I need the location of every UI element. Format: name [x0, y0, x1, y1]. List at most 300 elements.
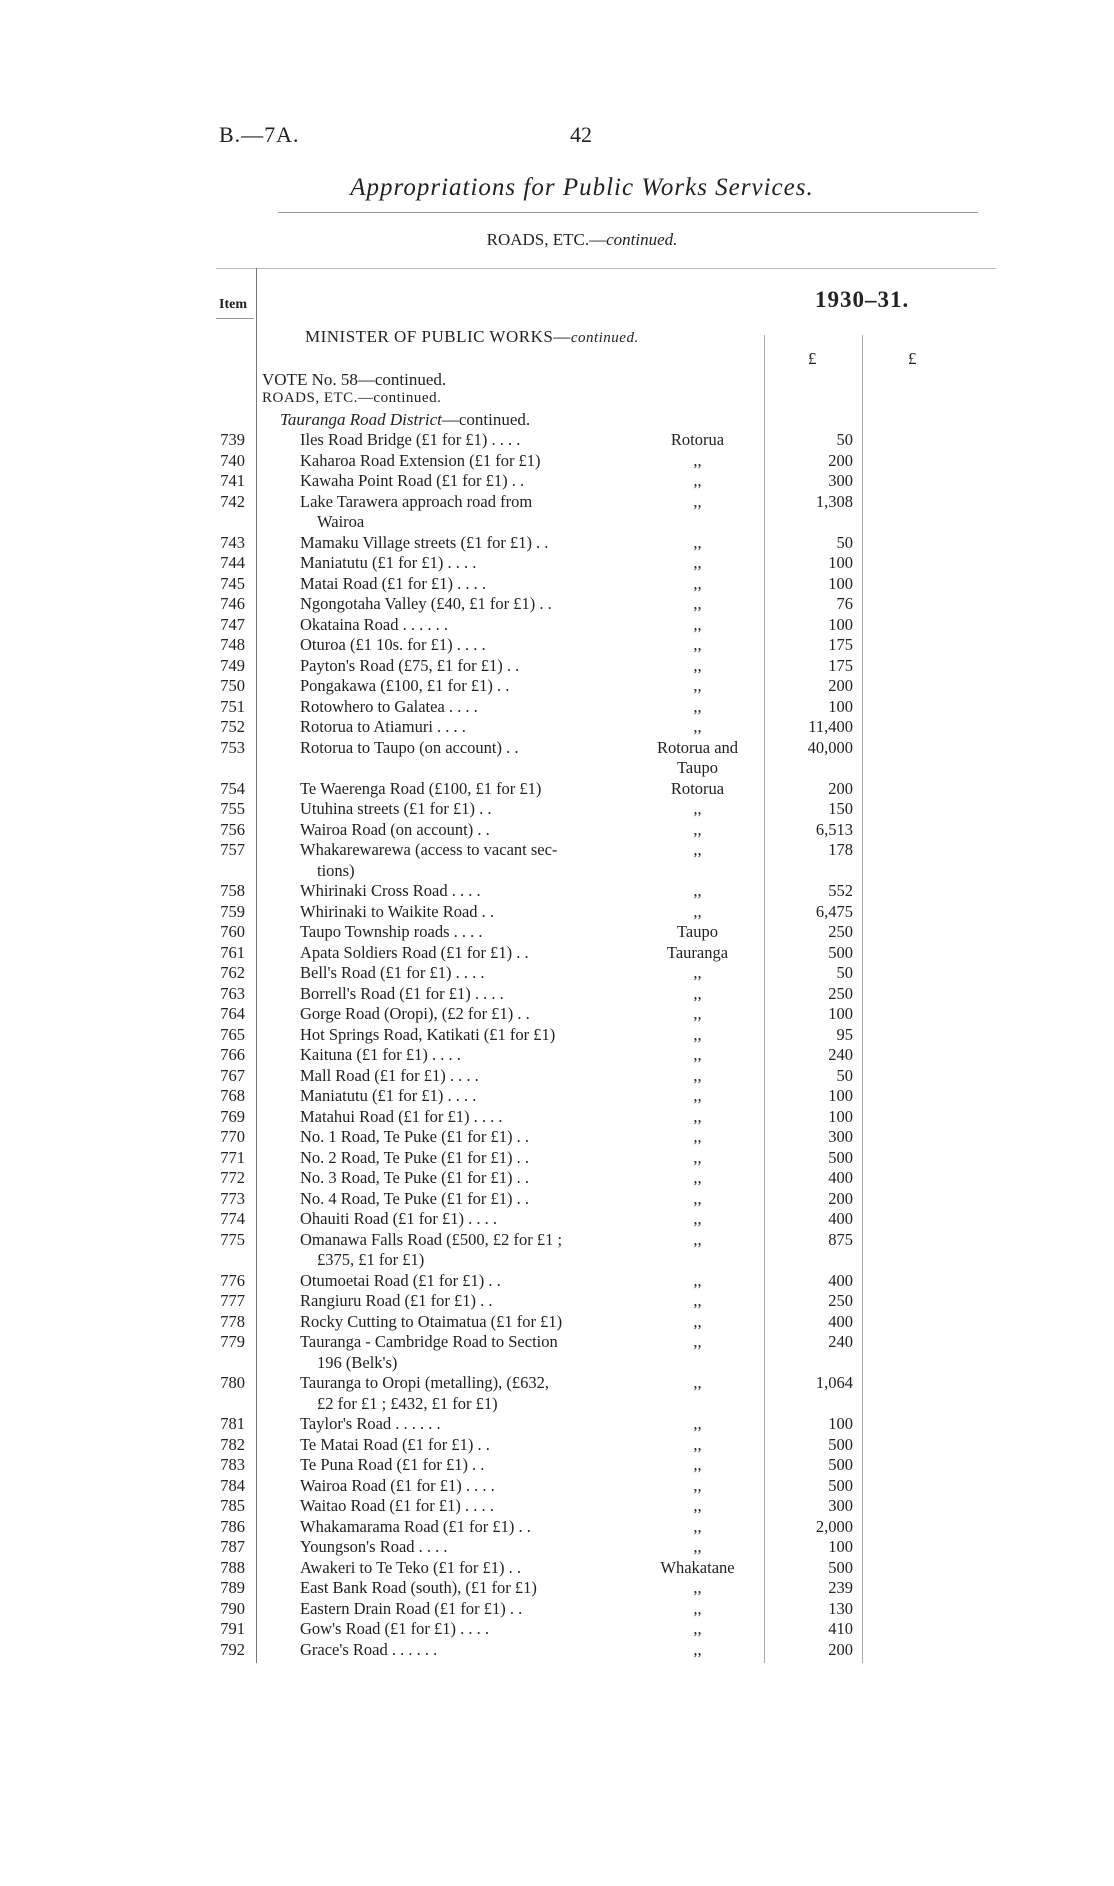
item-description [300, 881, 625, 902]
description-line: Te Matai Road (£1 for £1) . . [300, 1434, 490, 1454]
item-description [300, 738, 625, 759]
item-number: 775 [220, 1229, 245, 1249]
item-amount: 50 [836, 963, 853, 982]
item-description [300, 1127, 625, 1148]
currency-label: £ [908, 349, 917, 368]
item-description [300, 779, 625, 800]
item-location [640, 697, 755, 718]
description-line: Grace's Road . . . . . . [300, 1639, 438, 1659]
item-description [300, 1537, 625, 1558]
description-line: Ohauiti Road (£1 for £1) . . . . [300, 1209, 498, 1228]
description-line: Pongakawa (£100, £1 for £1) . . [300, 676, 510, 695]
item-location [640, 1537, 755, 1558]
item-amount: 6,513 [815, 819, 853, 839]
item-location [640, 1025, 755, 1046]
item-description [300, 492, 625, 533]
description-line: Otumoetai Road (£1 for £1) . . [300, 1270, 501, 1290]
item-number: 754 [220, 778, 245, 798]
item-amount: 410 [828, 1619, 853, 1638]
district-name: Tauranga Road District [280, 410, 442, 429]
item-number: 767 [220, 1065, 245, 1085]
section-title [0, 230, 1114, 250]
location-line: ,, [693, 1106, 702, 1126]
item-location [640, 1435, 755, 1456]
item-amount: 400 [828, 1209, 853, 1228]
item-amount: 175 [828, 655, 853, 675]
location-line: ,, [693, 1127, 702, 1146]
location-line: ,, [693, 635, 702, 654]
item-location [640, 451, 755, 472]
description-line: Rangiuru Road (£1 for £1) . . [300, 1291, 493, 1310]
item-amount: 400 [828, 1311, 853, 1331]
description-line: Okataina Road . . . . . . [300, 614, 449, 634]
item-column-header: Item [219, 297, 247, 312]
description-line: Kaharoa Road Extension (£1 for £1) [300, 450, 541, 470]
item-number: 747 [220, 614, 245, 634]
item-amount: 100 [828, 1537, 853, 1556]
item-location [640, 799, 755, 820]
item-description [300, 902, 625, 923]
description-line: Rotorua to Atiamuri . . . . [300, 717, 466, 736]
location-line: ,, [693, 594, 702, 613]
location-line: Taupo [676, 922, 718, 941]
item-description [300, 1599, 625, 1620]
item-amount: 250 [828, 922, 853, 941]
item-amount: 250 [828, 1291, 853, 1310]
location-line: ,, [693, 1598, 702, 1618]
description-line: No. 4 Road, Te Puke (£1 for £1) . . [300, 1188, 530, 1208]
column-divider [862, 335, 863, 1663]
divider [216, 268, 996, 269]
location-line: Rotorua [670, 778, 725, 798]
item-number: 771 [220, 1147, 245, 1167]
item-location [640, 615, 755, 636]
item-description [300, 840, 625, 881]
item-amount: 500 [828, 1147, 853, 1167]
item-description [300, 943, 625, 964]
description-line: East Bank Road (south), (£1 for £1) [300, 1578, 537, 1597]
description-line: Te Puna Road (£1 for £1) . . [300, 1455, 485, 1474]
item-number: 777 [220, 1291, 245, 1310]
item-description [300, 984, 625, 1005]
item-description [300, 471, 625, 492]
description-line: Waitao Road (£1 for £1) . . . . [300, 1496, 494, 1515]
item-location [640, 1209, 755, 1230]
item-number: 750 [220, 676, 245, 695]
item-number: 789 [220, 1578, 245, 1597]
item-location [640, 1086, 755, 1107]
item-location [640, 1004, 755, 1025]
item-amount: 200 [828, 676, 853, 695]
page-number: 42 [570, 122, 592, 147]
item-description [300, 1271, 625, 1292]
description-line: Tauranga - Cambridge Road to Section [300, 1332, 558, 1351]
item-description [300, 963, 625, 984]
description-line: Borrell's Road (£1 for £1) . . . . [300, 983, 504, 1003]
item-location [640, 963, 755, 984]
location-line: ,, [693, 1188, 702, 1208]
location-line: ,, [693, 1147, 702, 1167]
description-line: Kawaha Point Road (£1 for £1) . . [300, 471, 525, 490]
item-location [640, 881, 755, 902]
item-location [640, 533, 755, 554]
item-amount: 95 [836, 1024, 853, 1044]
description-line: Gow's Road (£1 for £1) . . . . [300, 1619, 490, 1638]
year-column-header: 1930–31. [815, 287, 910, 312]
location-line: Tauranga [666, 942, 729, 962]
page-title: Appropriations for Public Works Services. [350, 174, 814, 201]
item-amount: 100 [828, 1004, 853, 1023]
item-description [300, 1496, 625, 1517]
description-line: Maniatutu (£1 for £1) . . . . [300, 553, 477, 572]
description-line: Utuhina streets (£1 for £1) . . [300, 799, 492, 818]
item-location [640, 553, 755, 574]
minister-heading [305, 327, 639, 347]
location-line: ,, [693, 717, 702, 736]
item-description [300, 799, 625, 820]
item-location [640, 943, 755, 964]
item-description [300, 1414, 625, 1435]
description-line: Whirinaki to Waikite Road . . [300, 901, 495, 921]
item-location [640, 717, 755, 738]
item-location [640, 779, 755, 800]
item-number: 780 [220, 1373, 245, 1392]
location-line: Whakatane [660, 1557, 735, 1577]
item-amount: 40,000 [807, 737, 853, 757]
document-reference: B.—7A. [219, 122, 300, 147]
description-line: Hot Springs Road, Katikati (£1 for £1) [300, 1024, 556, 1044]
location-line: ,, [693, 799, 702, 818]
item-number: 758 [220, 881, 245, 900]
location-line: ,, [693, 1332, 702, 1351]
location-line: ,, [693, 676, 702, 695]
description-line: Bell's Road (£1 for £1) . . . . [300, 963, 485, 982]
item-description [300, 574, 625, 595]
description-line: Kaituna (£1 for £1) . . . . [300, 1045, 461, 1064]
description-line: Oturoa (£1 10s. for £1) . . . . [300, 635, 486, 654]
item-description [300, 1025, 625, 1046]
location-line: ,, [693, 491, 702, 511]
item-description [300, 1373, 625, 1414]
item-amount: 100 [828, 696, 853, 716]
description-continuation: tions) [317, 860, 355, 880]
item-location [640, 1148, 755, 1169]
item-amount: 875 [828, 1229, 853, 1249]
item-amount: 250 [828, 983, 853, 1003]
item-number: 792 [220, 1639, 245, 1659]
item-location [640, 1599, 755, 1620]
description-line: Te Waerenga Road (£100, £1 for £1) [300, 778, 542, 798]
item-number: 742 [220, 491, 245, 511]
description-line: Matahui Road (£1 for £1) . . . . [300, 1106, 503, 1126]
item-number: 776 [220, 1270, 245, 1290]
item-amount: 400 [828, 1168, 853, 1187]
item-number: 761 [220, 942, 245, 962]
item-amount: 400 [828, 1270, 853, 1290]
item-location [640, 656, 755, 677]
item-number: 744 [220, 553, 245, 572]
item-location [640, 1640, 755, 1661]
item-location [640, 471, 755, 492]
item-description [300, 1004, 625, 1025]
item-description [300, 820, 625, 841]
item-description [300, 676, 625, 697]
item-amount: 200 [828, 1188, 853, 1208]
location-line: ,, [693, 1004, 702, 1023]
item-location [640, 1455, 755, 1476]
item-number: 765 [220, 1024, 245, 1044]
description-line: Wairoa Road (£1 for £1) . . . . [300, 1475, 495, 1495]
item-number: 782 [220, 1434, 245, 1454]
item-amount: 11,400 [808, 717, 853, 736]
location-line: ,, [693, 1291, 702, 1310]
location-line: ,, [693, 840, 702, 859]
description-line: Youngson's Road . . . . [300, 1537, 448, 1556]
item-number: 769 [220, 1106, 245, 1126]
location-line: ,, [693, 983, 702, 1003]
location-line: ,, [693, 1434, 702, 1454]
item-amount: 100 [828, 1414, 853, 1433]
item-number: 749 [220, 655, 245, 675]
location-line: ,, [693, 1619, 702, 1638]
item-number: 760 [220, 922, 245, 941]
item-description [300, 1640, 625, 1661]
item-number: 784 [220, 1475, 245, 1495]
location-line: ,, [693, 963, 702, 982]
location-line: ,, [693, 1209, 702, 1228]
location-line: ,, [693, 1086, 702, 1105]
description-line: Apata Soldiers Road (£1 for £1) . . [300, 942, 529, 962]
item-amount: 300 [828, 1127, 853, 1146]
item-amount: 500 [828, 1455, 853, 1474]
location-line: ,, [693, 655, 702, 675]
item-description [300, 1578, 625, 1599]
item-location [640, 1578, 755, 1599]
location-line: ,, [693, 1537, 702, 1556]
description-line: Taupo Township roads . . . . [300, 922, 483, 941]
location-line: ,, [693, 450, 702, 470]
location-line: ,, [693, 1475, 702, 1495]
item-number: 746 [220, 594, 245, 613]
item-number: 741 [220, 471, 245, 490]
location-line: ,, [693, 614, 702, 634]
item-amount: 100 [828, 1086, 853, 1105]
location-line: ,, [693, 573, 702, 593]
item-number: 770 [220, 1127, 245, 1146]
location-line: ,, [693, 1496, 702, 1515]
description-line: Taylor's Road . . . . . . [300, 1414, 441, 1433]
description-line: Gorge Road (Oropi), (£2 for £1) . . [300, 1004, 530, 1023]
location-line: ,, [693, 1639, 702, 1659]
item-location [640, 635, 755, 656]
item-amount: 50 [836, 1065, 853, 1085]
item-description [300, 922, 625, 943]
item-number: 752 [220, 717, 245, 736]
divider [216, 318, 254, 319]
item-number: 764 [220, 1004, 245, 1023]
item-description [300, 1086, 625, 1107]
item-location [640, 840, 755, 861]
item-description [300, 1045, 625, 1066]
item-amount: 239 [828, 1578, 853, 1597]
description-line: Rocky Cutting to Otaimatua (£1 for £1) [300, 1311, 563, 1331]
item-location [640, 676, 755, 697]
item-number: 786 [220, 1516, 245, 1536]
item-description [300, 1517, 625, 1538]
location-line: ,, [693, 532, 702, 552]
description-line: Maniatutu (£1 for £1) . . . . [300, 1086, 477, 1105]
item-location [640, 984, 755, 1005]
location-line: ,, [693, 1311, 702, 1331]
item-location [640, 1332, 755, 1353]
item-description [300, 1230, 625, 1271]
description-line: Omanawa Falls Road (£500, £2 for £1 ; [300, 1229, 563, 1249]
item-amount: 300 [828, 1496, 853, 1515]
location-line: ,, [693, 1414, 702, 1433]
item-number: 790 [220, 1598, 245, 1618]
item-number: 762 [220, 963, 245, 982]
description-continuation: £375, £1 for £1) [317, 1250, 425, 1269]
item-location [640, 922, 755, 943]
item-description [300, 594, 625, 615]
description-line: Mamaku Village streets (£1 for £1) . . [300, 532, 549, 552]
item-number: 783 [220, 1455, 245, 1474]
location-line: ,, [693, 819, 702, 839]
item-location [640, 1271, 755, 1292]
item-description [300, 1168, 625, 1189]
location-continuation: Taupo [676, 758, 718, 777]
item-location [640, 1168, 755, 1189]
location-line: ,, [693, 1578, 702, 1597]
item-amount: 240 [828, 1332, 853, 1351]
item-description [300, 1476, 625, 1497]
item-number: 763 [220, 983, 245, 1003]
description-line: Ngongotaha Valley (£40, £1 for £1) . . [300, 594, 552, 613]
item-number: 740 [220, 450, 245, 470]
location-line: ,, [693, 696, 702, 716]
location-line: ,, [693, 1024, 702, 1044]
item-number: 751 [220, 696, 245, 716]
item-amount: 100 [828, 553, 853, 572]
location-line: ,, [693, 1229, 702, 1249]
item-amount: 175 [828, 635, 853, 654]
item-number: 748 [220, 635, 245, 654]
item-amount: 500 [828, 1557, 853, 1577]
item-description [300, 615, 625, 636]
item-description [300, 1619, 625, 1640]
item-number: 779 [220, 1332, 245, 1351]
item-location [640, 1230, 755, 1251]
column-divider [256, 268, 257, 1663]
item-amount: 2,000 [815, 1516, 853, 1536]
item-description [300, 1189, 625, 1210]
item-description [300, 533, 625, 554]
description-line: Awakeri to Te Teko (£1 for £1) . . [300, 1557, 522, 1577]
location-line: ,, [693, 881, 702, 900]
item-number: 772 [220, 1168, 245, 1187]
item-location [640, 1496, 755, 1517]
item-number: 781 [220, 1414, 245, 1433]
item-amount: 150 [828, 799, 853, 818]
item-number: 743 [220, 532, 245, 552]
item-amount: 500 [828, 1434, 853, 1454]
minister-heading-text: MINISTER OF PUBLIC WORKS— [305, 327, 571, 346]
item-amount: 500 [828, 1475, 853, 1495]
description-line: Whakamarama Road (£1 for £1) . . [300, 1516, 531, 1536]
column-divider [764, 335, 765, 1663]
description-continuation: Wairoa [317, 512, 365, 531]
description-line: Rotorua to Taupo (on account) . . [300, 737, 519, 757]
item-location [640, 738, 755, 779]
item-location [640, 1558, 755, 1579]
item-number: 757 [220, 840, 245, 859]
item-location [640, 1045, 755, 1066]
item-location [640, 1189, 755, 1210]
item-number: 756 [220, 819, 245, 839]
item-location [640, 820, 755, 841]
item-description [300, 1066, 625, 1087]
location-line: ,, [693, 1045, 702, 1064]
vote-line: VOTE No. 58—continued. [262, 370, 447, 389]
district-heading [280, 410, 530, 430]
item-description [300, 1558, 625, 1579]
item-amount: 1,064 [815, 1373, 853, 1392]
location-line: ,, [693, 471, 702, 490]
item-description [300, 635, 625, 656]
item-description [300, 553, 625, 574]
location-line: Rotorua and [656, 737, 739, 757]
item-location [640, 1127, 755, 1148]
description-continuation: 196 (Belk's) [317, 1352, 398, 1372]
divider [278, 212, 978, 213]
item-location [640, 1312, 755, 1333]
item-location [640, 1107, 755, 1128]
item-description [300, 717, 625, 738]
item-amount: 200 [828, 450, 853, 470]
item-number: 766 [220, 1045, 245, 1064]
item-number: 753 [220, 737, 245, 757]
description-line: No. 3 Road, Te Puke (£1 for £1) . . [300, 1168, 530, 1187]
item-location [640, 430, 755, 451]
item-amount: 50 [836, 430, 853, 449]
location-line: ,, [693, 1065, 702, 1085]
item-amount: 178 [828, 840, 853, 859]
item-amount: 1,308 [815, 491, 853, 511]
item-amount: 100 [828, 1106, 853, 1126]
item-location [640, 1414, 755, 1435]
location-line: ,, [693, 1270, 702, 1290]
item-description [300, 1332, 625, 1373]
item-description [300, 1312, 625, 1333]
item-location [640, 1373, 755, 1394]
description-line: Wairoa Road (on account) . . [300, 819, 490, 839]
item-location [640, 1517, 755, 1538]
item-description [300, 451, 625, 472]
item-description [300, 656, 625, 677]
location-line: ,, [693, 1373, 702, 1392]
item-number: 785 [220, 1496, 245, 1515]
description-line: Lake Tarawera approach road from [300, 491, 533, 511]
item-description [300, 697, 625, 718]
description-line: Whirinaki Cross Road . . . . [300, 881, 481, 900]
description-line: No. 2 Road, Te Puke (£1 for £1) . . [300, 1147, 530, 1167]
description-line: Matai Road (£1 for £1) . . . . [300, 573, 487, 593]
description-line: Rotowhero to Galatea . . . . [300, 696, 478, 716]
location-line: ,, [693, 1168, 702, 1187]
item-description [300, 1455, 625, 1476]
item-description [300, 1107, 625, 1128]
description-continuation: £2 for £1 ; £432, £1 for £1) [317, 1393, 498, 1413]
